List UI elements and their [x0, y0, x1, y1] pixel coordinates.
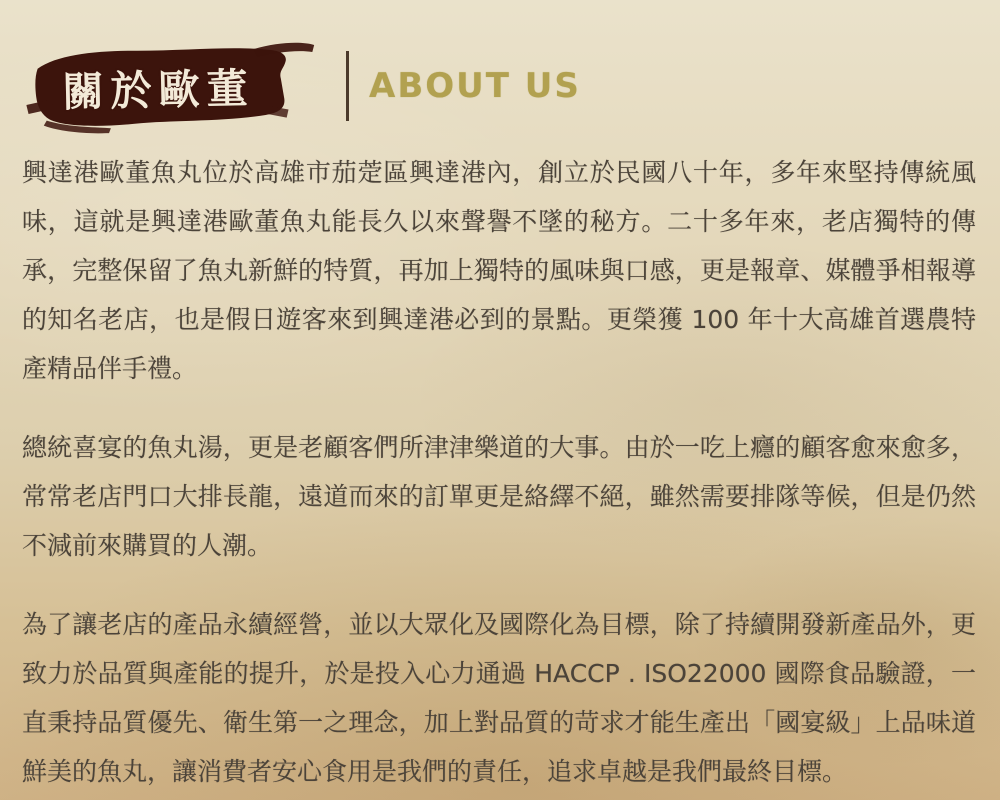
section-header — [26, 40, 1000, 132]
brush-title-box — [25, 37, 317, 135]
header-divider — [346, 51, 349, 121]
paragraph-quality: 為了讓老店的產品永續經營，並以大眾化及國際化為目標，除了持續開發新產品外，更致力於品質與產能的提升，於是投入心力通過 HACCP . ISO22000 國際食品驗證，一直秉持品質優先、衛生第一之理念，加上對品質的苛求才能生產出「國宴級」上品味道鮮美的魚丸，讓消費者安心食用是我們的責任，追求卓越是我們最終目標。 — [22, 610, 976, 786]
paragraph-popularity: 總統喜宴的魚丸湯，更是老顧客們所津津樂道的大事。由於一吃上癮的顧客愈來愈多，常常老店門口大排長龍，遠道而來的訂單更是絡繹不絕，雖然需要排隊等候，但是仍然不減前來購買的人潮。 — [22, 433, 976, 560]
paragraph-history: 興達港歐董魚丸位於高雄市茄萣區興達港內，創立於民國八十年，多年來堅持傳統風味，這就是興達港歐董魚丸能長久以來聲譽不墜的秘方。二十多年來，老店獨特的傳承，完整保留了魚丸新鮮的特質，再加上獨特的風味與口感，更是報章、媒體爭相報導的知名老店，也是假日遊客來到興達港必到的景點。更榮獲 100 年十大高雄首選農特產精品伴手禮。 — [22, 158, 976, 383]
page-title-en: ABOUT US — [369, 66, 581, 106]
page-title-zh: 關於歐董 — [62, 63, 256, 116]
about-text — [0, 132, 1000, 796]
